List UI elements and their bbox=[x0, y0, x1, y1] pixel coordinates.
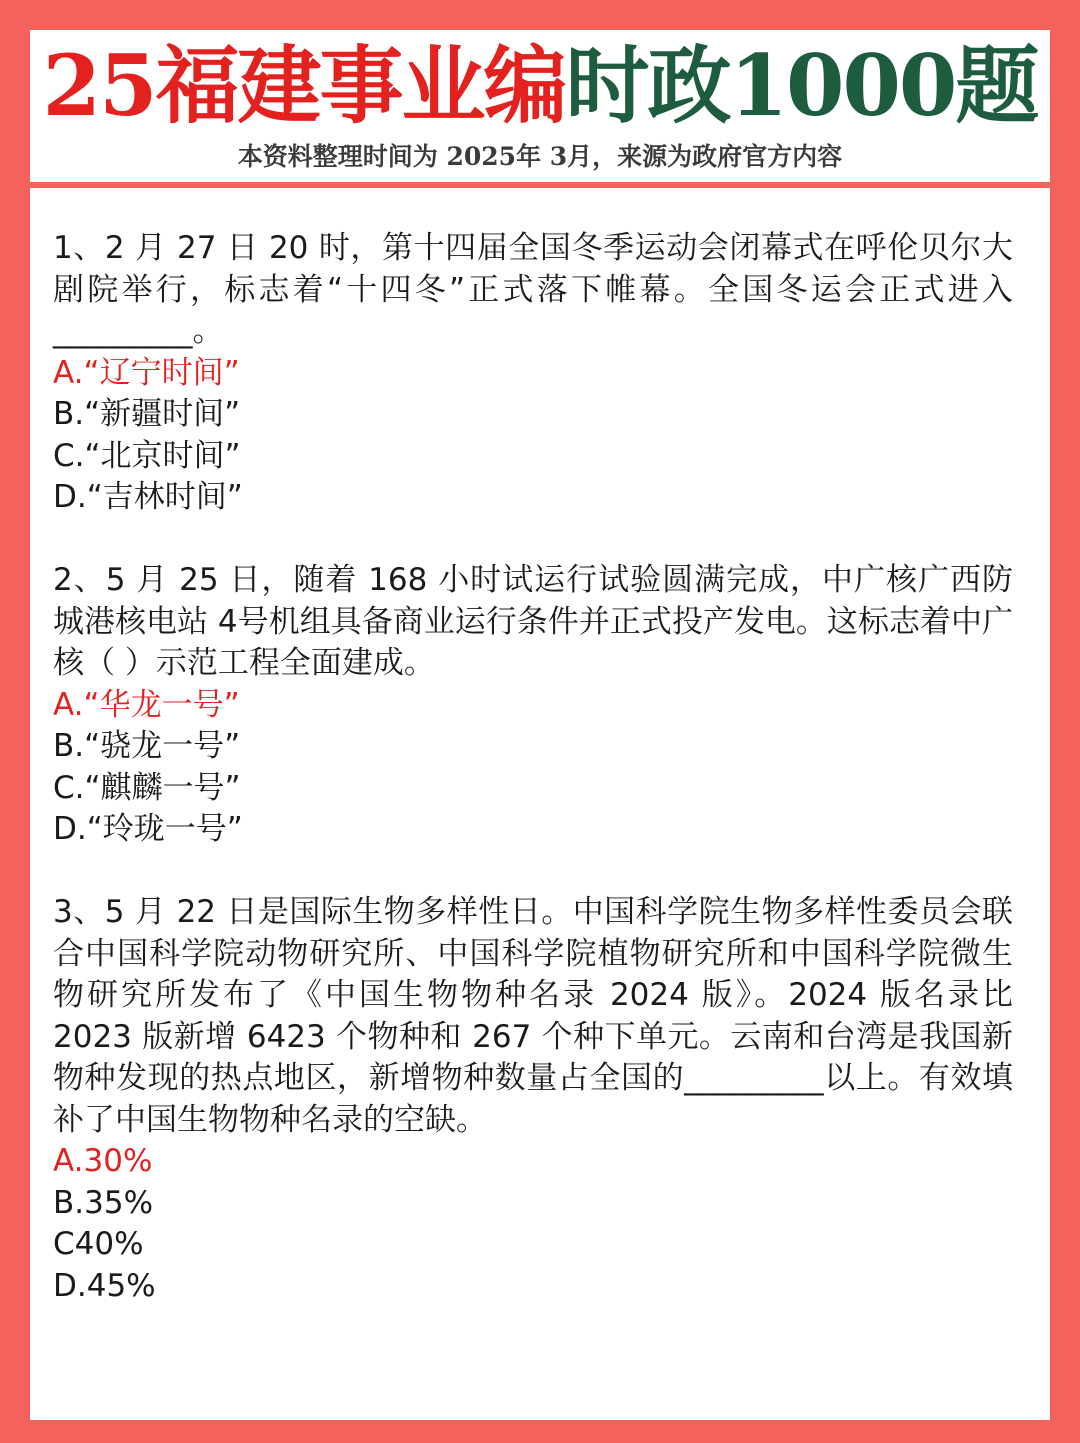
option-d: D.“吉林时间” bbox=[53, 479, 243, 515]
question-3 bbox=[53, 892, 1013, 1307]
header-card bbox=[30, 30, 1050, 182]
option-a-correct: A.“辽宁时间” bbox=[53, 354, 240, 391]
question-text: 3、5 月 22 日是国际生物多样性日。中国科学院生物多样性委员会联合中国科学院动物研究所、中国科学院植物研究所和中国科学院微生物研究所发布了《中国生物物种名录 2024 版》。2024 版名录比 2023 版新增 6423 个物种和 267 个种下单元。云南和台湾是我国新物种发现的热点地区，新增物种数量占全国的_________以上。有效填补了中国生物物种名录的空缺。 bbox=[53, 894, 1013, 1138]
option-a-correct: A.30% bbox=[53, 1143, 153, 1179]
question-2 bbox=[53, 560, 1013, 851]
option-c: C.“麒麟一号” bbox=[53, 769, 241, 806]
option-b: B.35% bbox=[53, 1184, 154, 1221]
question-1 bbox=[53, 228, 1013, 519]
page-subtitle: 本资料整理时间为 2025年 3月，来源为政府官方内容 bbox=[237, 142, 843, 171]
option-a-correct: A.“华龙一号” bbox=[53, 686, 240, 723]
option-d: D.45% bbox=[53, 1267, 156, 1304]
option-c: C.“北京时间” bbox=[53, 437, 241, 474]
question-text: 1、2 月 27 日 20 时，第十四届全国冬季运动会闭幕式在呼伦贝尔大剧院举行，标志着“十四冬”正式落下帷幕。全国冬运会正式进入_________。 bbox=[53, 230, 1013, 349]
title-green-part: 时政1000题 bbox=[565, 36, 1038, 135]
option-c: C40% bbox=[53, 1226, 144, 1262]
page-title bbox=[30, 34, 1050, 138]
option-b: B.“骁龙一号” bbox=[53, 728, 241, 764]
question-list bbox=[53, 228, 1013, 1349]
option-b: B.“新疆时间” bbox=[53, 396, 241, 432]
option-d: D.“玲珑一号” bbox=[53, 811, 243, 847]
title-red-part: 25福建事业编 bbox=[42, 36, 566, 135]
content-card bbox=[30, 188, 1050, 1420]
question-text: 2、5 月 25 日，随着 168 小时试运行试验圆满完成，中广核广西防城港核电站 4号机组具备商业运行条件并正式投产发电。这标志着中广核（ ）示范工程全面建成。 bbox=[53, 562, 1013, 681]
